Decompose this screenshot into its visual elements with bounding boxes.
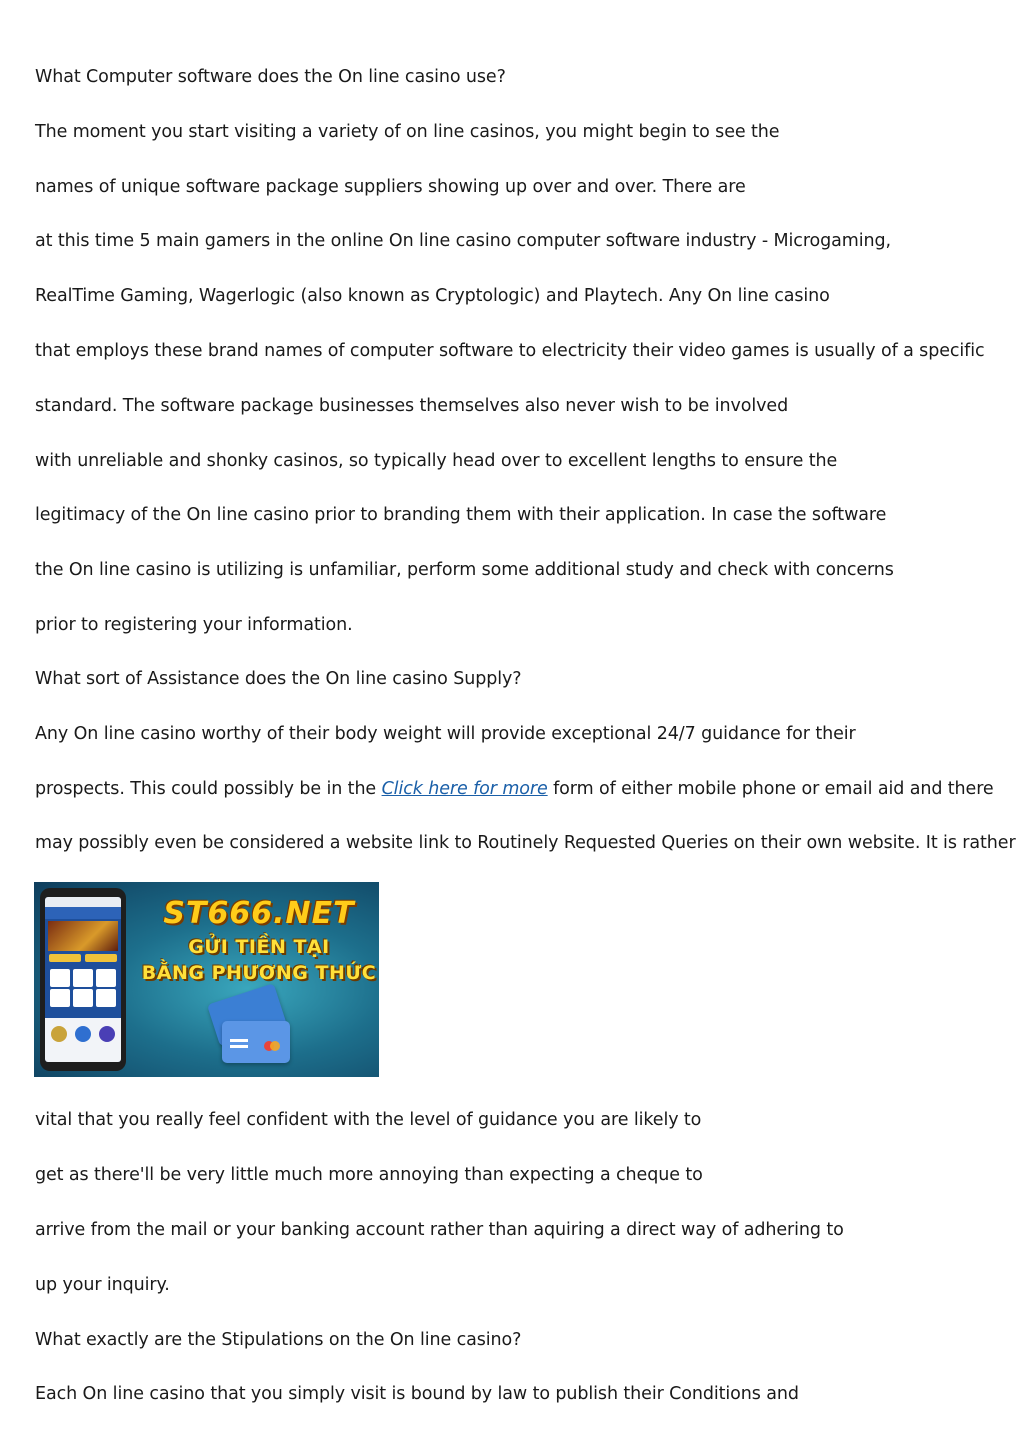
- credit-card-icon: [222, 1021, 290, 1063]
- paragraph-line: Each On line casino that you simply visit is bound by law to publish their Conditions and: [35, 1384, 799, 1404]
- paragraph-line-with-link: [35, 777, 994, 801]
- paragraph-line: RealTime Gaming, Wagerlogic (also known as Cryptologic) and Playtech. Any On line casino: [35, 286, 830, 306]
- paragraph-line: get as there'll be very little much more annoying than expecting a cheque to: [35, 1165, 703, 1185]
- paragraph-line: up your inquiry.: [35, 1275, 170, 1295]
- phone-screen: [45, 897, 121, 1062]
- paragraph-line: the On line casino is utilizing is unfamiliar, perform some additional study and check with concerns: [35, 560, 894, 580]
- heading-assistance: What sort of Assistance does the On line casino Supply?: [35, 669, 522, 689]
- phone-illustration-icon: [40, 888, 126, 1071]
- paragraph-line: The moment you start visiting a variety of on line casinos, you might begin to see the: [35, 122, 780, 142]
- promo-tagline-1: GỬI TIỀN TẠI: [188, 936, 330, 958]
- paragraph-line: with unreliable and shonky casinos, so typically head over to excellent lengths to ensure the: [35, 451, 838, 471]
- paragraph-line: vital that you really feel confident with the level of guidance you are likely to: [35, 1110, 702, 1130]
- paragraph-line: that employs these brand names of computer software to electricity their video games is usually of a specific: [35, 341, 985, 361]
- paragraph-line: arrive from the mail or your banking account rather than aquiring a direct way of adhering to: [35, 1220, 844, 1240]
- heading-stipulations: What exactly are the Stipulations on the On line casino?: [35, 1330, 522, 1350]
- paragraph-line: prior to registering your information.: [35, 615, 353, 635]
- paragraph-line: at this time 5 main gamers in the online On line casino computer software industry - Microgaming,: [35, 231, 891, 251]
- promo-tagline-2: BẰNG PHƯƠNG THỨC: [141, 962, 377, 984]
- paragraph-line: legitimacy of the On line casino prior to branding them with their application. In case the software: [35, 505, 887, 525]
- paragraph-line: standard. The software package businesses themselves also never wish to be involved: [35, 396, 789, 416]
- link-line-before: prospects. This could possibly be in the: [35, 779, 382, 799]
- paragraph-line: may possibly even be considered a website link to Routinely Requested Queries on their own website. It is rather: [35, 833, 1016, 853]
- heading-software: What Computer software does the On line casino use?: [35, 67, 506, 87]
- brand-logo: ST666.NET: [163, 896, 355, 931]
- click-here-link[interactable]: Click here for more: [381, 779, 548, 799]
- paragraph-line: Any On line casino worthy of their body weight will provide exceptional 24/7 guidance for their: [35, 724, 856, 744]
- paragraph-line: names of unique software package suppliers showing up over and over. There are: [35, 177, 746, 197]
- link-line-after: form of either mobile phone or email aid and there: [547, 779, 994, 799]
- promo-image: [34, 882, 379, 1077]
